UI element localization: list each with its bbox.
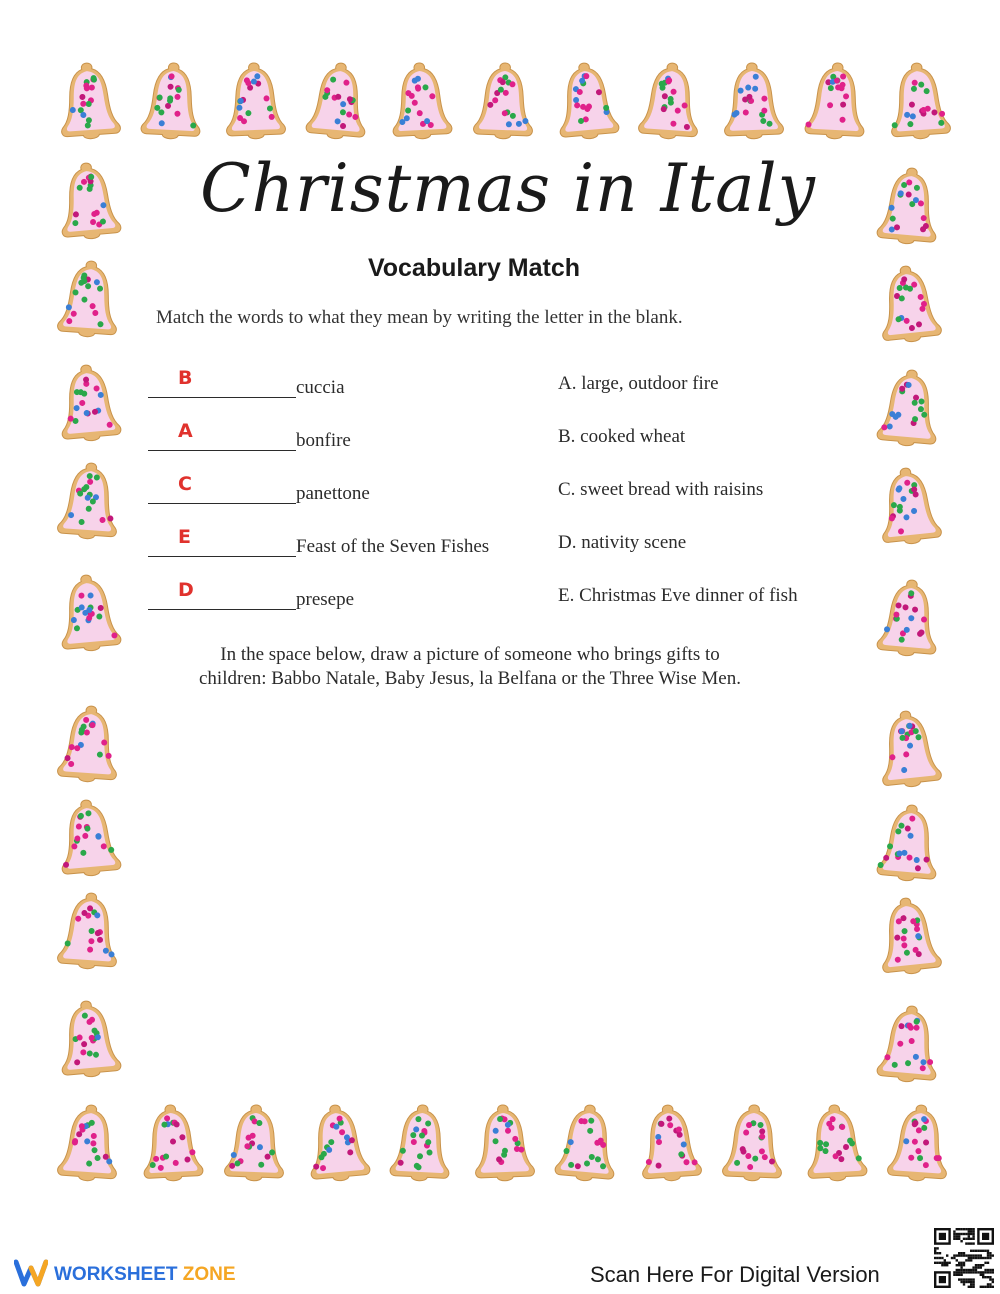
bell-cookie-icon xyxy=(874,1000,945,1087)
answer-letter: C xyxy=(178,473,192,495)
scan-caption: Scan Here For Digital Version xyxy=(590,1262,880,1287)
drawing-prompt xyxy=(150,643,790,691)
bell-cookie-icon xyxy=(874,799,945,886)
answer-blank[interactable] xyxy=(148,579,296,610)
bell-cookie-icon xyxy=(54,701,124,787)
answer-blank[interactable] xyxy=(148,526,296,557)
bell-cookie-icon xyxy=(471,1101,538,1185)
worksheetzone-logo-icon xyxy=(14,1258,48,1288)
match-row xyxy=(148,473,848,509)
page-subtitle: Vocabulary Match xyxy=(367,254,581,282)
bell-cookie-icon xyxy=(873,705,945,793)
vocab-word: Feast of the Seven Fishes xyxy=(296,536,490,557)
bell-cookie-icon xyxy=(552,57,623,144)
bell-cookie-icon xyxy=(471,59,538,143)
bell-cookie-icon xyxy=(873,462,945,550)
bell-cookie-icon xyxy=(222,1101,289,1185)
bell-cookie-icon xyxy=(720,59,787,143)
bell-cookie-icon xyxy=(552,1099,623,1186)
bell-cookie-icon xyxy=(303,57,374,144)
vocab-word: cuccia xyxy=(296,377,345,398)
answer-letter: B xyxy=(178,367,193,389)
bell-cookie-icon xyxy=(222,59,289,143)
vocab-word: presepe xyxy=(296,589,355,610)
brand-name xyxy=(54,1264,236,1286)
page-title: Christmas in Italy xyxy=(200,150,816,227)
match-row xyxy=(148,579,848,615)
answer-blank[interactable] xyxy=(148,420,296,451)
answer-letter: D xyxy=(178,579,194,601)
bell-cookie-icon xyxy=(387,58,455,143)
bell-cookie-icon xyxy=(802,1100,870,1185)
answer-letter: A xyxy=(178,420,193,442)
match-row xyxy=(148,526,848,562)
vocab-word: bonfire xyxy=(296,430,351,451)
qr-code-icon[interactable] xyxy=(934,1228,994,1288)
brand-name-part2: ZONE xyxy=(182,1264,236,1285)
bell-cookie-icon xyxy=(54,888,124,974)
definition: C. sweet bread with raisins xyxy=(558,479,764,500)
answer-letter: E xyxy=(178,526,191,548)
definition: A. large, outdoor fire xyxy=(558,373,719,394)
brand-name-part1: WORKSHEET xyxy=(54,1264,178,1285)
bell-cookie-icon xyxy=(635,58,705,144)
bell-cookie-icon xyxy=(874,574,945,661)
bell-cookie-icon xyxy=(802,58,870,143)
definition: B. cooked wheat xyxy=(558,426,686,447)
bell-cookie-icon xyxy=(387,1100,455,1185)
match-row xyxy=(148,420,848,456)
drawing-prompt-line: children: Babbo Natale, Baby Jesus, la Belfana or the Three Wise Men. xyxy=(199,668,741,689)
bell-cookie-icon xyxy=(873,892,945,980)
bell-cookie-icon xyxy=(54,1100,124,1186)
bell-cookie-icon xyxy=(874,364,945,451)
bell-cookie-icon xyxy=(884,58,954,144)
bell-cookie-icon xyxy=(138,58,206,143)
bell-cookie-icon xyxy=(54,794,125,881)
bell-cookie-icon xyxy=(54,58,124,144)
answer-blank[interactable] xyxy=(148,473,296,504)
bell-cookie-icon xyxy=(635,1100,705,1186)
vocab-word: panettone xyxy=(296,483,370,504)
bell-cookie-icon xyxy=(54,359,125,446)
bell-cookie-icon xyxy=(54,458,124,544)
bell-cookie-icon xyxy=(884,1100,954,1186)
bell-cookie-icon xyxy=(138,1100,206,1185)
bell-cookie-icon xyxy=(303,1099,374,1186)
match-row xyxy=(148,367,848,403)
bell-cookie-icon xyxy=(720,1101,787,1185)
drawing-prompt-line: In the space below, draw a picture of someone who brings gifts to xyxy=(220,644,720,665)
bell-cookie-icon xyxy=(54,569,125,656)
bell-cookie-icon xyxy=(54,995,125,1082)
drawing-area[interactable] xyxy=(150,700,850,1090)
definition: D. nativity scene xyxy=(558,532,687,553)
brand-logo[interactable] xyxy=(14,1258,236,1290)
instructions: Match the words to what they mean by writing the letter in the blank. xyxy=(156,307,683,328)
answer-blank[interactable] xyxy=(148,367,296,398)
definition: E. Christmas Eve dinner of fish xyxy=(558,585,798,606)
